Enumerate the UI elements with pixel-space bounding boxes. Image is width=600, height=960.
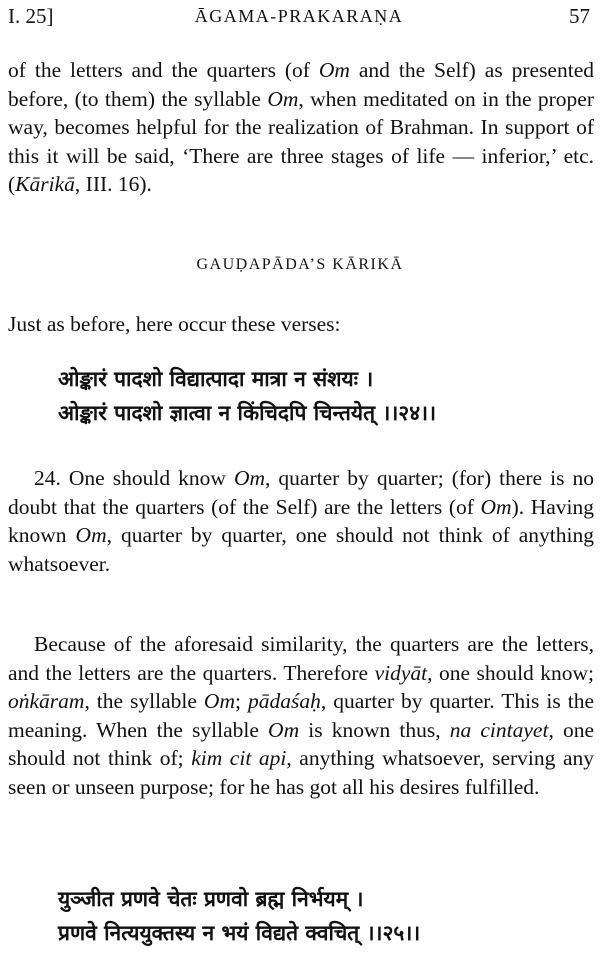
verse-24-line-2: ओङ्कारं पादशो ज्ञात्वा न किंचिदपि चिन्तयेत् ।।२४।। (58, 401, 437, 425)
verse-25-line-2: प्रणवे नित्ययुक्तस्य न भयं विद्यते क्वचित् ।।२५।। (58, 921, 421, 945)
verse-25-line-1: युञ्जीत प्रणवे चेतः प्रणवो ब्रह्म निर्भयम् । (58, 887, 364, 911)
sanskrit-verse-24 (58, 362, 598, 430)
commentary-paragraph-1: of the letters and the quarters (of Om and the Self) as presented before, (to them) the syllable Om, when meditated on in the proper way, becomes helpful for the realization of Brahman. In support of this it will be said, ‘There are three stages of life — inferior,’ etc. (Kārikā, III. 16). (8, 58, 594, 196)
verses-intro: Just as before, here occur these verses: (8, 312, 341, 336)
section-heading: GAUḌAPĀDA’S KĀRIKĀ (196, 256, 404, 273)
running-header (8, 4, 590, 38)
running-title: ĀGAMA-PRAKARAṆA (194, 6, 404, 26)
translation-paragraph-24: 24. One should know Om, quarter by quarter; (for) there is no doubt that the quarters (of the Self) are the letters (of Om). Having known Om, quarter by quarter, one should not think of anything whatsoever. (8, 466, 595, 576)
page-number: 57 (569, 4, 590, 28)
verse-24-line-1: ओङ्कारं पादशो विद्यात्पादा मात्रा न संशयः । (58, 367, 374, 391)
commentary-paragraph-2: Because of the aforesaid similarity, the quarters are the letters, and the letters are the quarters. Therefore vidyāt, one should know; oṅkāram, the syllable Om; pādaśaḥ, quarter by quarter. This is the meaning. When the syllable Om is known thus, na cintayet, one should not think of; kim cit api, anything whatsoever, serving any seen or unseen purpose; for he has got all his desires fulfilled. (8, 632, 595, 799)
sanskrit-verse-25 (58, 882, 598, 950)
section-reference: I. 25] (8, 4, 54, 28)
